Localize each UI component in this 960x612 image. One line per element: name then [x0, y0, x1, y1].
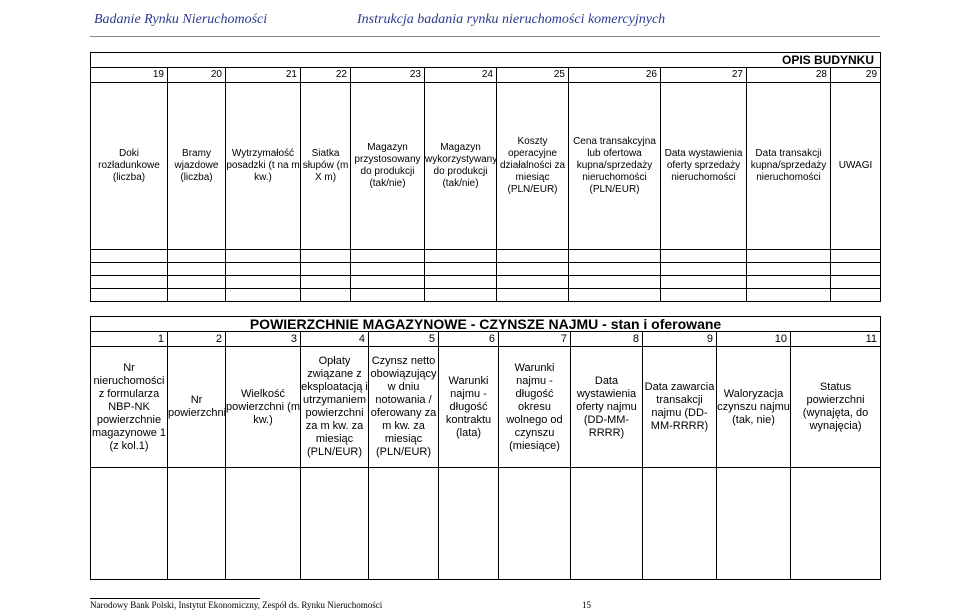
table1-column-header-2: Bramy wjazdowe (liczba): [168, 83, 226, 250]
table1-column-header-9: Data wystawienia oferty sprzedaży nieruchomości: [661, 83, 747, 250]
footer-divider: [90, 598, 260, 599]
table1-title: OPIS BUDYNKU: [91, 53, 881, 68]
table1-col-number-2: 20: [168, 68, 226, 83]
table1-col-number-5: 23: [351, 68, 425, 83]
table2-column-header-2: Nr powierzchni: [168, 347, 226, 468]
table2-column-header-3: Wielkość powierzchni (m kw.): [226, 347, 301, 468]
table2-col-number-7: 7: [499, 332, 571, 347]
table1-column-header-4: Siatka słupów (m X m): [301, 83, 351, 250]
table2-title: POWIERZCHNIE MAGAZYNOWE - CZYNSZE NAJMU - stan i oferowane: [91, 317, 881, 332]
table2-column-header-4: Opłaty związane z eksploatacją i utrzymaniem powierzchni za m kw. za miesiąc (PLN/EUR): [301, 347, 369, 468]
header-left: Badanie Rynku Nieruchomości: [94, 12, 268, 27]
table1-col-number-1: 19: [91, 68, 168, 83]
table2-column-header-9: Data zawarcia transakcji najmu (DD-MM-RRRR): [643, 347, 717, 468]
table2-col-number-8: 8: [571, 332, 643, 347]
table1-col-number-3: 21: [226, 68, 301, 83]
table2-column-header-5: Czynsz netto obowiązujący w dniu notowania / oferowany za m kw. za miesiąc (PLN/EUR): [369, 347, 439, 468]
building-description-table: [90, 52, 881, 302]
table2-column-header-8: Data wystawienia oferty najmu (DD-MM-RRRR): [571, 347, 643, 468]
table1-column-header-11: UWAGI: [831, 83, 881, 250]
table1-col-number-10: 28: [747, 68, 831, 83]
table2-col-number-11: 11: [791, 332, 881, 347]
header-right: Instrukcja badania rynku nieruchomości komercyjnych: [357, 12, 666, 27]
header-divider: [90, 36, 880, 37]
table1-column-header-6: Magazyn wykorzystywany do produkcji (tak/nie): [425, 83, 497, 250]
table2-col-number-9: 9: [643, 332, 717, 347]
table2-col-number-4: 4: [301, 332, 369, 347]
table2-column-header-6: Warunki najmu - długość kontraktu (lata): [439, 347, 499, 468]
table2-column-header-7: Warunki najmu - długość okresu wolnego od czynszu (miesiące): [499, 347, 571, 468]
table2-column-header-10: Waloryzacja czynszu najmu (tak, nie): [717, 347, 791, 468]
table1-column-header-1: Doki rozładunkowe (liczba): [91, 83, 168, 250]
table2-column-header-11: Status powierzchni (wynajęta, do wynajęcia): [791, 347, 881, 468]
table2-col-number-3: 3: [226, 332, 301, 347]
table1-col-number-8: 26: [569, 68, 661, 83]
table2-col-number-5: 5: [369, 332, 439, 347]
table2-col-number-1: 1: [91, 332, 168, 347]
table2-col-number-2: 2: [168, 332, 226, 347]
table1-column-header-3: Wytrzymałość posadzki (t na m kw.): [226, 83, 301, 250]
table2-col-number-6: 6: [439, 332, 499, 347]
table1-col-number-7: 25: [497, 68, 569, 83]
table2-col-number-10: 10: [717, 332, 791, 347]
footer-text: Narodowy Bank Polski, Instytut Ekonomiczny, Zespół ds. Rynku Nieruchomości: [90, 600, 383, 610]
table1-column-header-5: Magazyn przystosowany do produkcji (tak/nie): [351, 83, 425, 250]
page-number: 15: [582, 600, 591, 610]
warehouse-rent-table: [90, 316, 881, 580]
table1-column-header-10: Data transakcji kupna/sprzedaży nieruchomości: [747, 83, 831, 250]
table2-column-header-1: Nr nieruchomości z formularza NBP-NK powierzchnie magazynowe 1 (z kol.1): [91, 347, 168, 468]
table1-col-number-4: 22: [301, 68, 351, 83]
table1-column-header-7: Koszty operacyjne działalności za miesiąc (PLN/EUR): [497, 83, 569, 250]
table1-col-number-6: 24: [425, 68, 497, 83]
table1-column-header-8: Cena transakcyjna lub ofertowa kupna/sprzedaży nieruchomości (PLN/EUR): [569, 83, 661, 250]
table1-col-number-9: 27: [661, 68, 747, 83]
table1-col-number-11: 29: [831, 68, 881, 83]
